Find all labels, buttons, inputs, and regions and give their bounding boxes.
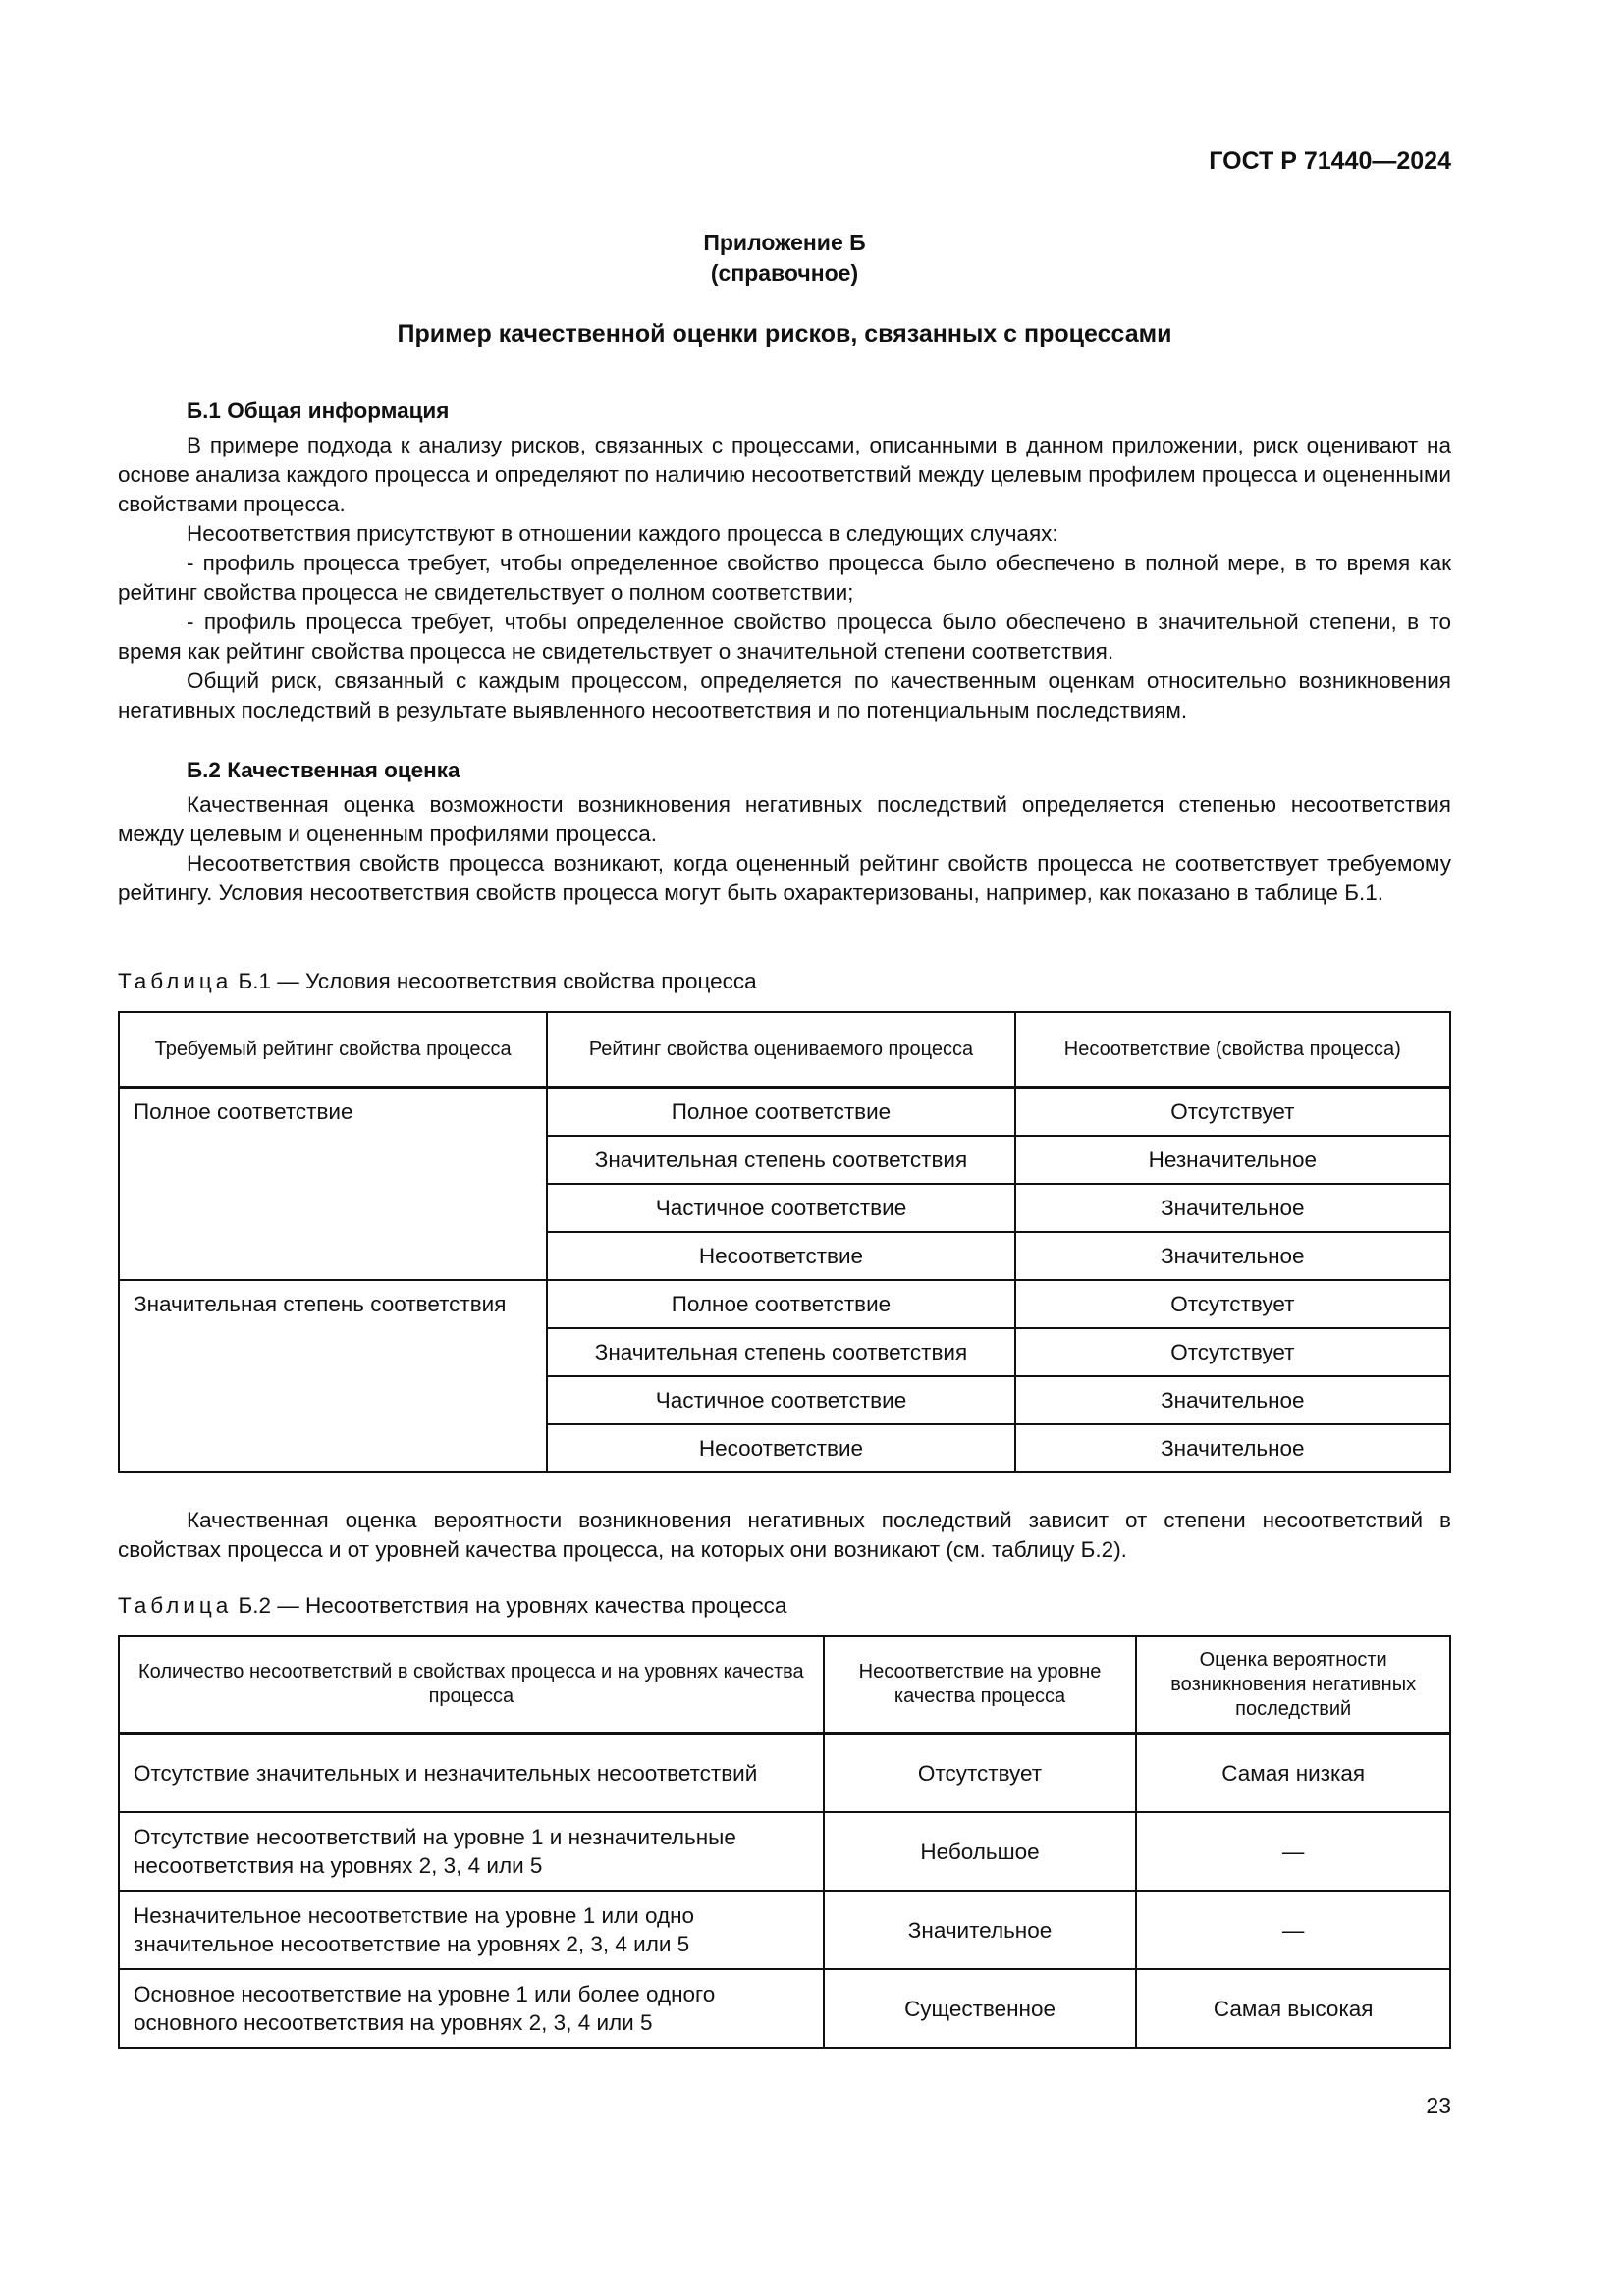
table1-gap-cell: Отсутствует xyxy=(1015,1280,1450,1328)
table1-gap-cell: Значительное xyxy=(1015,1232,1450,1280)
table2-description-cell: Отсутствие несоответствий на уровне 1 и незначительные несоответствия на уровнях 2, 3, 4 или 5 xyxy=(119,1812,824,1891)
table2-probability-cell: — xyxy=(1136,1812,1450,1891)
table1 xyxy=(118,1011,1451,1473)
table2 xyxy=(118,1635,1451,2049)
standard-code: ГОСТ Р 71440—2024 xyxy=(1209,147,1451,175)
section-b1-heading: Б.1 Общая информация xyxy=(187,399,450,423)
table-header-row xyxy=(119,1012,1450,1088)
table1-assessed-cell: Несоответствие xyxy=(547,1232,1014,1280)
table2-probability-cell: Самая низкая xyxy=(1136,1734,1450,1813)
table-row xyxy=(119,1812,1450,1891)
table1-assessed-cell: Полное соответствие xyxy=(547,1088,1014,1137)
table1-caption-text: Б.1 — Условия несоответствия свойства процесса xyxy=(238,969,757,993)
table-row xyxy=(119,1734,1450,1813)
table1-gap-cell: Незначительное xyxy=(1015,1136,1450,1184)
document-page xyxy=(118,0,1451,2296)
table1-required-cell: Значительная степень соответствия xyxy=(119,1280,547,1472)
table2-probability-cell: — xyxy=(1136,1891,1450,1969)
table2-description-cell: Отсутствие значительных и незначительных несоответствий xyxy=(119,1734,824,1813)
table1-caption-word: Таблица xyxy=(118,969,233,993)
annex-title: Приложение Б xyxy=(703,230,866,255)
table1-header-assessed: Рейтинг свойства оцениваемого процесса xyxy=(547,1012,1014,1088)
table2-level-cell: Существенное xyxy=(824,1969,1137,2048)
page-number: 23 xyxy=(1426,2093,1451,2118)
table-row xyxy=(119,1280,1450,1328)
table1-gap-cell: Значительное xyxy=(1015,1184,1450,1232)
paragraph: В примере подхода к анализу рисков, связанных с процессами, описанными в данном приложении, риск оценивают на основе анализа каждого процесса и определяют по наличию несоответствий между целевым профилем процесса и оцененными свойствами процесса. xyxy=(118,433,1451,516)
table2-header-count: Количество несоответствий в свойствах процесса и на уровнях качества процесса xyxy=(119,1636,824,1734)
table2-probability-cell: Самая высокая xyxy=(1136,1969,1450,2048)
paragraph: - профиль процесса требует, чтобы определенное свойство процесса было обеспечено в полной мере, в то время как рейтинг свойства процесса не свидетельствует о полном соответствии; xyxy=(118,551,1451,605)
paragraph-between-tables xyxy=(118,1506,1451,1565)
table2-description-cell: Основное несоответствие на уровне 1 или более одного основного несоответствия на уровнях 2, 3, 4 или 5 xyxy=(119,1969,824,2048)
table1-header-gap: Несоответствие (свойства процесса) xyxy=(1015,1012,1450,1088)
section-b2 xyxy=(118,756,1451,908)
table1-assessed-cell: Частичное соответствие xyxy=(547,1376,1014,1424)
table2-level-cell: Отсутствует xyxy=(824,1734,1137,1813)
table2-description-cell: Незначительное несоответствие на уровне 1 или одно значительное несоответствие на уровнях 2, 3, 4 или 5 xyxy=(119,1891,824,1969)
table1-gap-cell: Отсутствует xyxy=(1015,1088,1450,1137)
table2-header-probability: Оценка вероятности возникновения негативных последствий xyxy=(1136,1636,1450,1734)
table2-caption xyxy=(118,1593,786,1619)
table2-caption-text: Б.2 — Несоответствия на уровнях качества процесса xyxy=(238,1593,787,1618)
paragraph: Несоответствия присутствуют в отношении каждого процесса в следующих случаях: xyxy=(187,521,1058,546)
table1-gap-cell: Значительное xyxy=(1015,1376,1450,1424)
paragraph: Общий риск, связанный с каждым процессом, определяется по качественным оценкам относительно возникновения негативных последствий в результате выявленного несоответствия и по потенциальным последствиям. xyxy=(118,668,1451,722)
table1-gap-cell: Значительное xyxy=(1015,1424,1450,1472)
annex-heading xyxy=(118,228,1451,289)
table1-assessed-cell: Значительная степень соответствия xyxy=(547,1328,1014,1376)
table1-assessed-cell: Значительная степень соответствия xyxy=(547,1136,1014,1184)
paragraph: Качественная оценка возможности возникновения негативных последствий определяется степенью несоответствия между целевым и оцененным профилями процесса. xyxy=(118,792,1451,846)
table1-required-cell: Полное соответствие xyxy=(119,1088,547,1281)
table-row xyxy=(119,1969,1450,2048)
table-row xyxy=(119,1088,1450,1137)
table1-assessed-cell: Полное соответствие xyxy=(547,1280,1014,1328)
table2-level-cell: Значительное xyxy=(824,1891,1137,1969)
annex-type: (справочное) xyxy=(710,260,859,286)
table1-caption xyxy=(118,969,757,994)
table-row xyxy=(119,1891,1450,1969)
table2-header-level: Несоответствие на уровне качества процесса xyxy=(824,1636,1137,1734)
section-b1 xyxy=(118,397,1451,725)
table1-header-required: Требуемый рейтинг свойства процесса xyxy=(119,1012,547,1088)
table1-assessed-cell: Несоответствие xyxy=(547,1424,1014,1472)
table2-caption-word: Таблица xyxy=(118,1593,233,1618)
paragraph: - профиль процесса требует, чтобы определенное свойство процесса было обеспечено в значительной степени, в то время как рейтинг свойства процесса не свидетельствует о значительной степени соответствия. xyxy=(118,610,1451,664)
paragraph: Несоответствия свойств процесса возникают, когда оцененный рейтинг свойств процесса не соответствует требуемому рейтингу. Условия несоответствия свойств процесса могут быть охарактеризованы, например, как показано в таблице Б.1. xyxy=(118,851,1451,905)
paragraph: Качественная оценка вероятности возникновения негативных последствий зависит от степени несоответствий в свойствах процесса и от уровней качества процесса, на которых они возникают (см. таблицу Б.2). xyxy=(118,1508,1451,1562)
table1-gap-cell: Отсутствует xyxy=(1015,1328,1450,1376)
table-header-row xyxy=(119,1636,1450,1734)
table1-assessed-cell: Частичное соответствие xyxy=(547,1184,1014,1232)
table2-level-cell: Небольшое xyxy=(824,1812,1137,1891)
main-title: Пример качественной оценки рисков, связанных с процессами xyxy=(397,320,1172,347)
section-b2-heading: Б.2 Качественная оценка xyxy=(187,758,460,782)
